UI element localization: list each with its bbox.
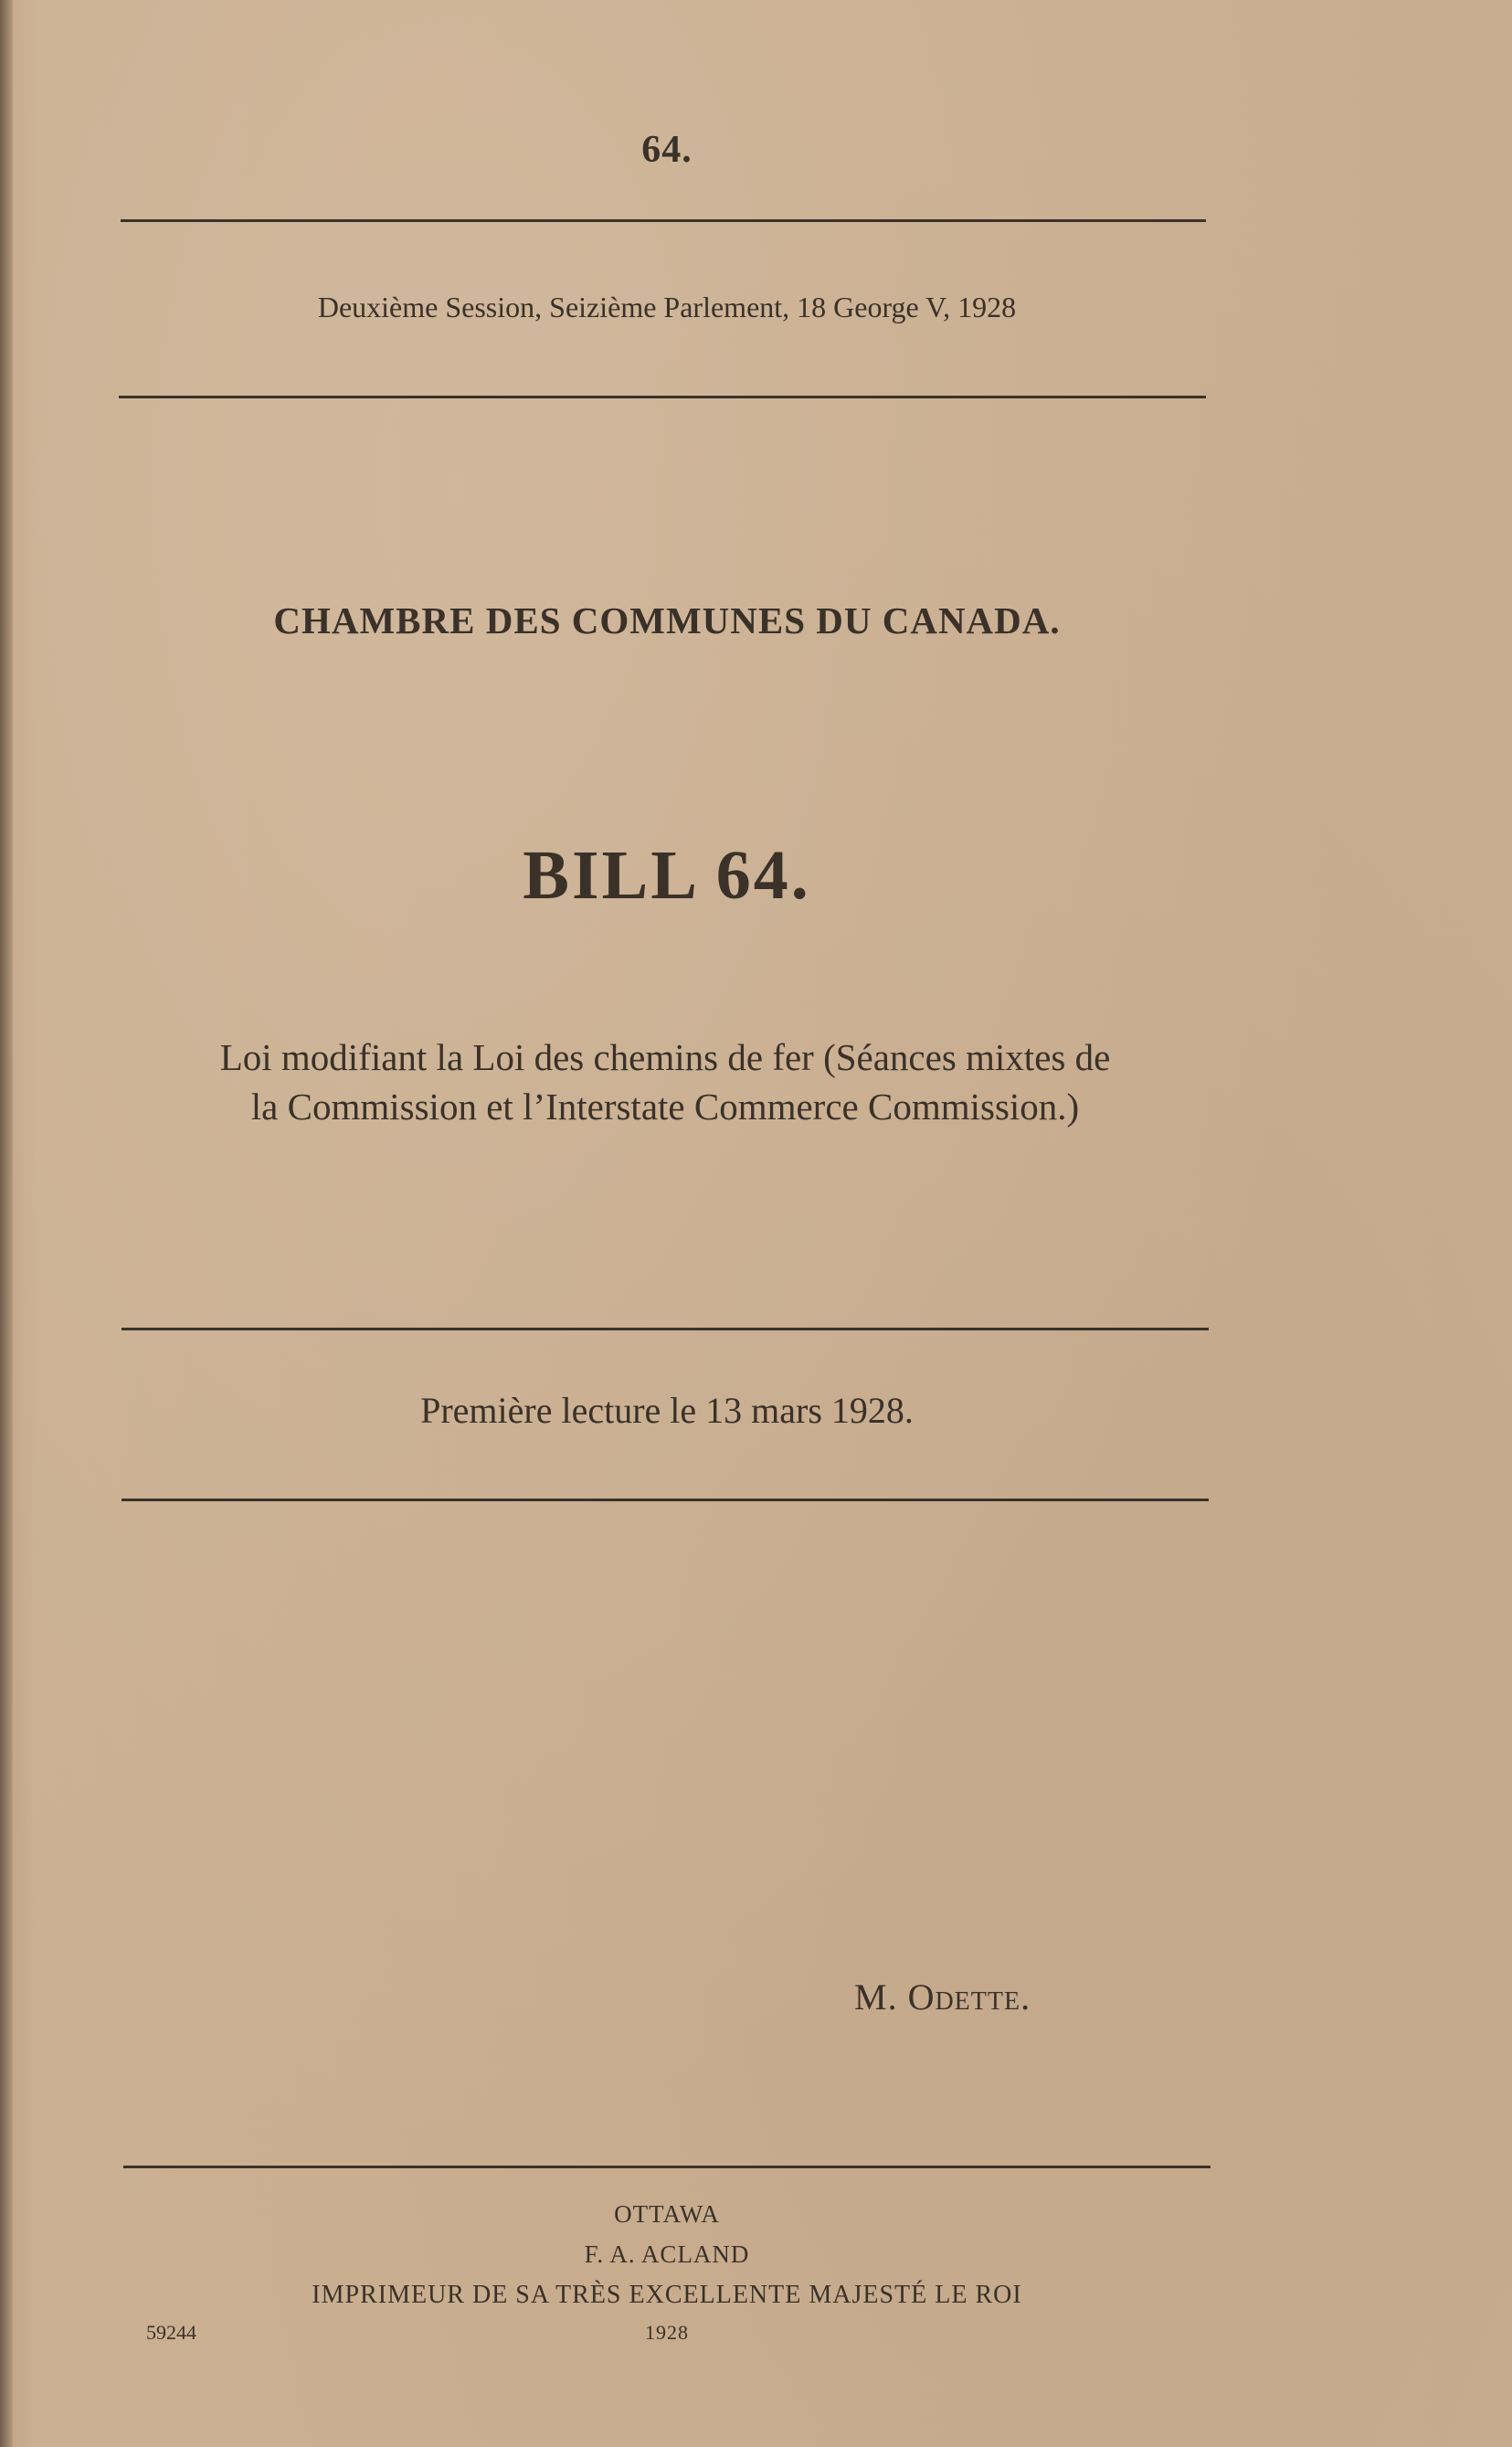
imprint-city: OTTAWA: [614, 2200, 720, 2228]
imprint-role: IMPRIMEUR DE SA TRÈS EXCELLENTE MAJESTÉ LE ROI: [312, 2281, 1022, 2309]
reading-bottom-rule: [122, 1499, 1209, 1501]
reading-top-rule: [122, 1328, 1209, 1330]
imprint-rule: [123, 2166, 1211, 2168]
house-heading: CHAMBRE DES COMMUNES DU CANADA.: [273, 599, 1061, 641]
member-name: M. Odette.: [854, 1976, 1031, 2018]
first-reading: Première lecture le 13 mars 1928.: [420, 1390, 914, 1431]
imprint-printer: F. A. ACLAND: [584, 2240, 750, 2268]
imprint-year: 1928: [645, 2321, 689, 2344]
binding-edge: [0, 0, 13, 2447]
print-code: 59244: [146, 2321, 196, 2344]
bill-number: BILL 64.: [523, 837, 811, 914]
bill-title-line-1: Loi modifiant la Loi des chemins de fer (Séances mixtes de: [219, 1036, 1111, 1078]
bill-title: [117, 1033, 1213, 1131]
bill-title-line-2: la Commission et l’Interstate Commerce Commission.): [250, 1086, 1080, 1128]
page-number: 64.: [641, 129, 693, 171]
top-rule: [121, 219, 1206, 222]
session-line: Deuxième Session, Seizième Parlement, 18 George V, 1928: [317, 291, 1017, 323]
session-rule: [119, 396, 1206, 398]
